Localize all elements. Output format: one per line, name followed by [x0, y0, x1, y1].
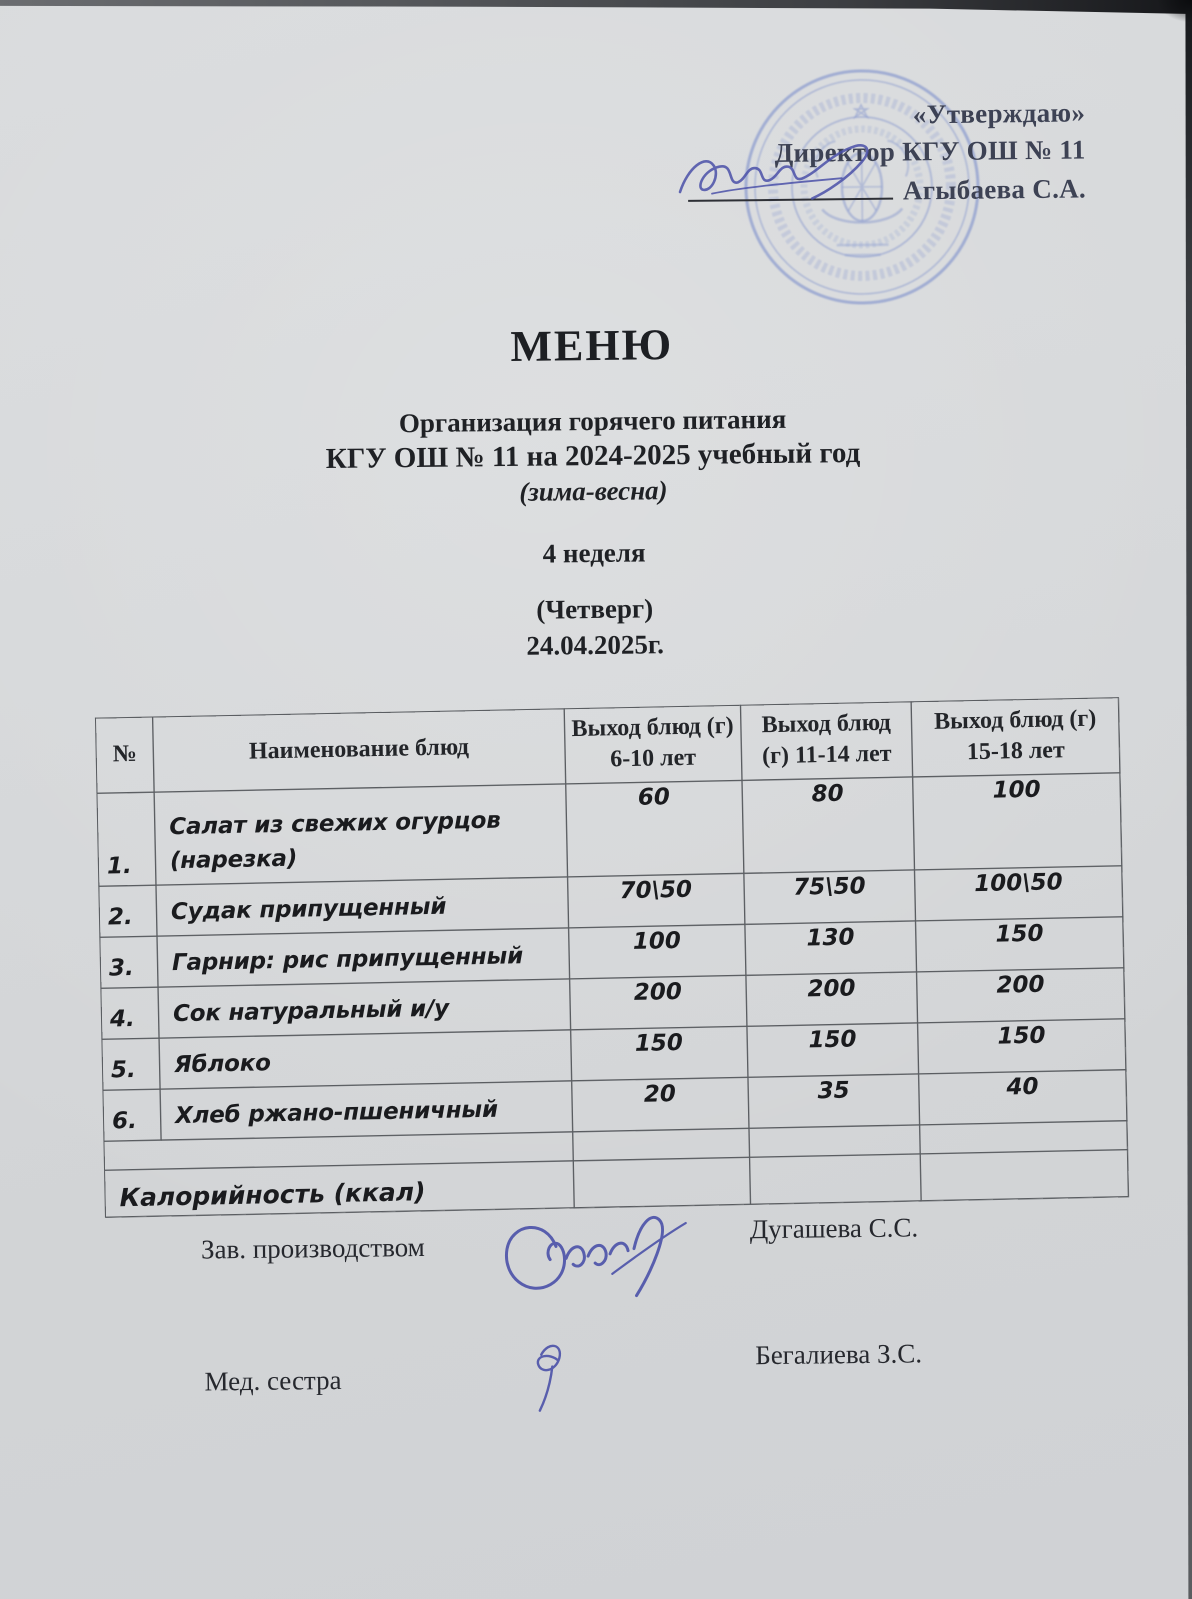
row-number: 1. — [97, 792, 156, 886]
page-title: МЕНЮ — [510, 320, 674, 371]
empty-cell — [920, 1121, 1128, 1154]
subtitle-line-2: КГУ ОШ № 11 на 2024-2025 учебный год — [325, 436, 861, 476]
calories-15-18 — [920, 1150, 1128, 1201]
portion-11-14: 130 — [745, 921, 917, 975]
nurse-role: Мед. сестра — [204, 1364, 342, 1397]
dish-name: Судак припущенный — [156, 877, 568, 936]
col-header-15-18: Выход блюд (г) 15-18 лет — [911, 698, 1119, 777]
dish-name: Хлеб ржано-пшеничный — [160, 1081, 572, 1140]
dish-name: Сок натуральный и/у — [158, 979, 570, 1038]
portion-11-14: 80 — [742, 777, 915, 873]
director-name: Агыбаева С.А. — [902, 173, 1087, 206]
row-number: 6. — [103, 1089, 161, 1141]
col-header-11-14: Выход блюд (г) 11-14 лет — [740, 702, 912, 780]
portion-15-18: 100 — [913, 773, 1122, 870]
empty-cell — [572, 1128, 749, 1161]
dish-name: Яблоко — [159, 1030, 571, 1089]
dish-name: Гарнир: рис припущенный — [157, 928, 569, 987]
portion-6-10: 150 — [570, 1026, 747, 1081]
portion-15-18: 150 — [916, 917, 1124, 972]
approval-block — [687, 94, 1086, 211]
nurse-name: Бегалиева З.С. — [755, 1338, 923, 1371]
col-header-6-10: Выход блюд (г) 6-10 лет — [564, 705, 742, 784]
col-header-number: № — [95, 717, 154, 793]
subtitle-line-1: Организация горячего питания — [398, 403, 787, 439]
season-label: (зима-весна) — [519, 475, 668, 507]
nurse-signature-ink — [519, 1334, 580, 1425]
calories-label: Калорийность (ккал) — [105, 1161, 574, 1217]
week-label: 4 неделя — [542, 537, 646, 569]
portion-11-14: 35 — [748, 1074, 920, 1128]
portion-11-14: 200 — [746, 972, 918, 1026]
production-manager-role: Зав. производством — [200, 1231, 425, 1265]
row-number: 3. — [100, 936, 158, 988]
empty-cell — [749, 1125, 921, 1157]
weekday-label: (Четверг) — [536, 593, 654, 625]
calories-11-14 — [749, 1154, 921, 1204]
portion-6-10: 100 — [568, 924, 745, 979]
date-label: 24.04.2025г. — [526, 629, 665, 661]
row-number: 4. — [101, 987, 159, 1039]
approval-director-line: Директор КГУ ОШ № 11 — [774, 134, 1086, 168]
menu-table — [95, 697, 1129, 1217]
director-signature-ink — [671, 138, 892, 210]
approval-word: «Утверждаю» — [912, 97, 1086, 130]
production-manager-signature-ink — [493, 1195, 694, 1317]
portion-6-10: 70\50 — [567, 873, 744, 928]
production-manager-name: Дугашева С.С. — [749, 1212, 919, 1245]
portion-6-10: 20 — [571, 1077, 748, 1132]
portion-15-18: 200 — [917, 968, 1125, 1023]
portion-6-10: 60 — [565, 780, 743, 877]
portion-11-14: 150 — [747, 1023, 919, 1077]
portion-11-14: 75\50 — [744, 870, 916, 924]
approval-signature-row — [688, 169, 1086, 211]
row-number: 2. — [99, 885, 157, 937]
dish-name: Салат из свежих огурцов (нарезка) — [154, 784, 567, 885]
portion-6-10: 200 — [569, 975, 746, 1030]
portion-15-18: 100\50 — [915, 866, 1123, 921]
portion-15-18: 150 — [918, 1019, 1126, 1074]
col-header-dish-name: Наименование блюд — [153, 709, 566, 792]
row-number: 5. — [102, 1038, 160, 1090]
portion-15-18: 40 — [919, 1070, 1127, 1125]
